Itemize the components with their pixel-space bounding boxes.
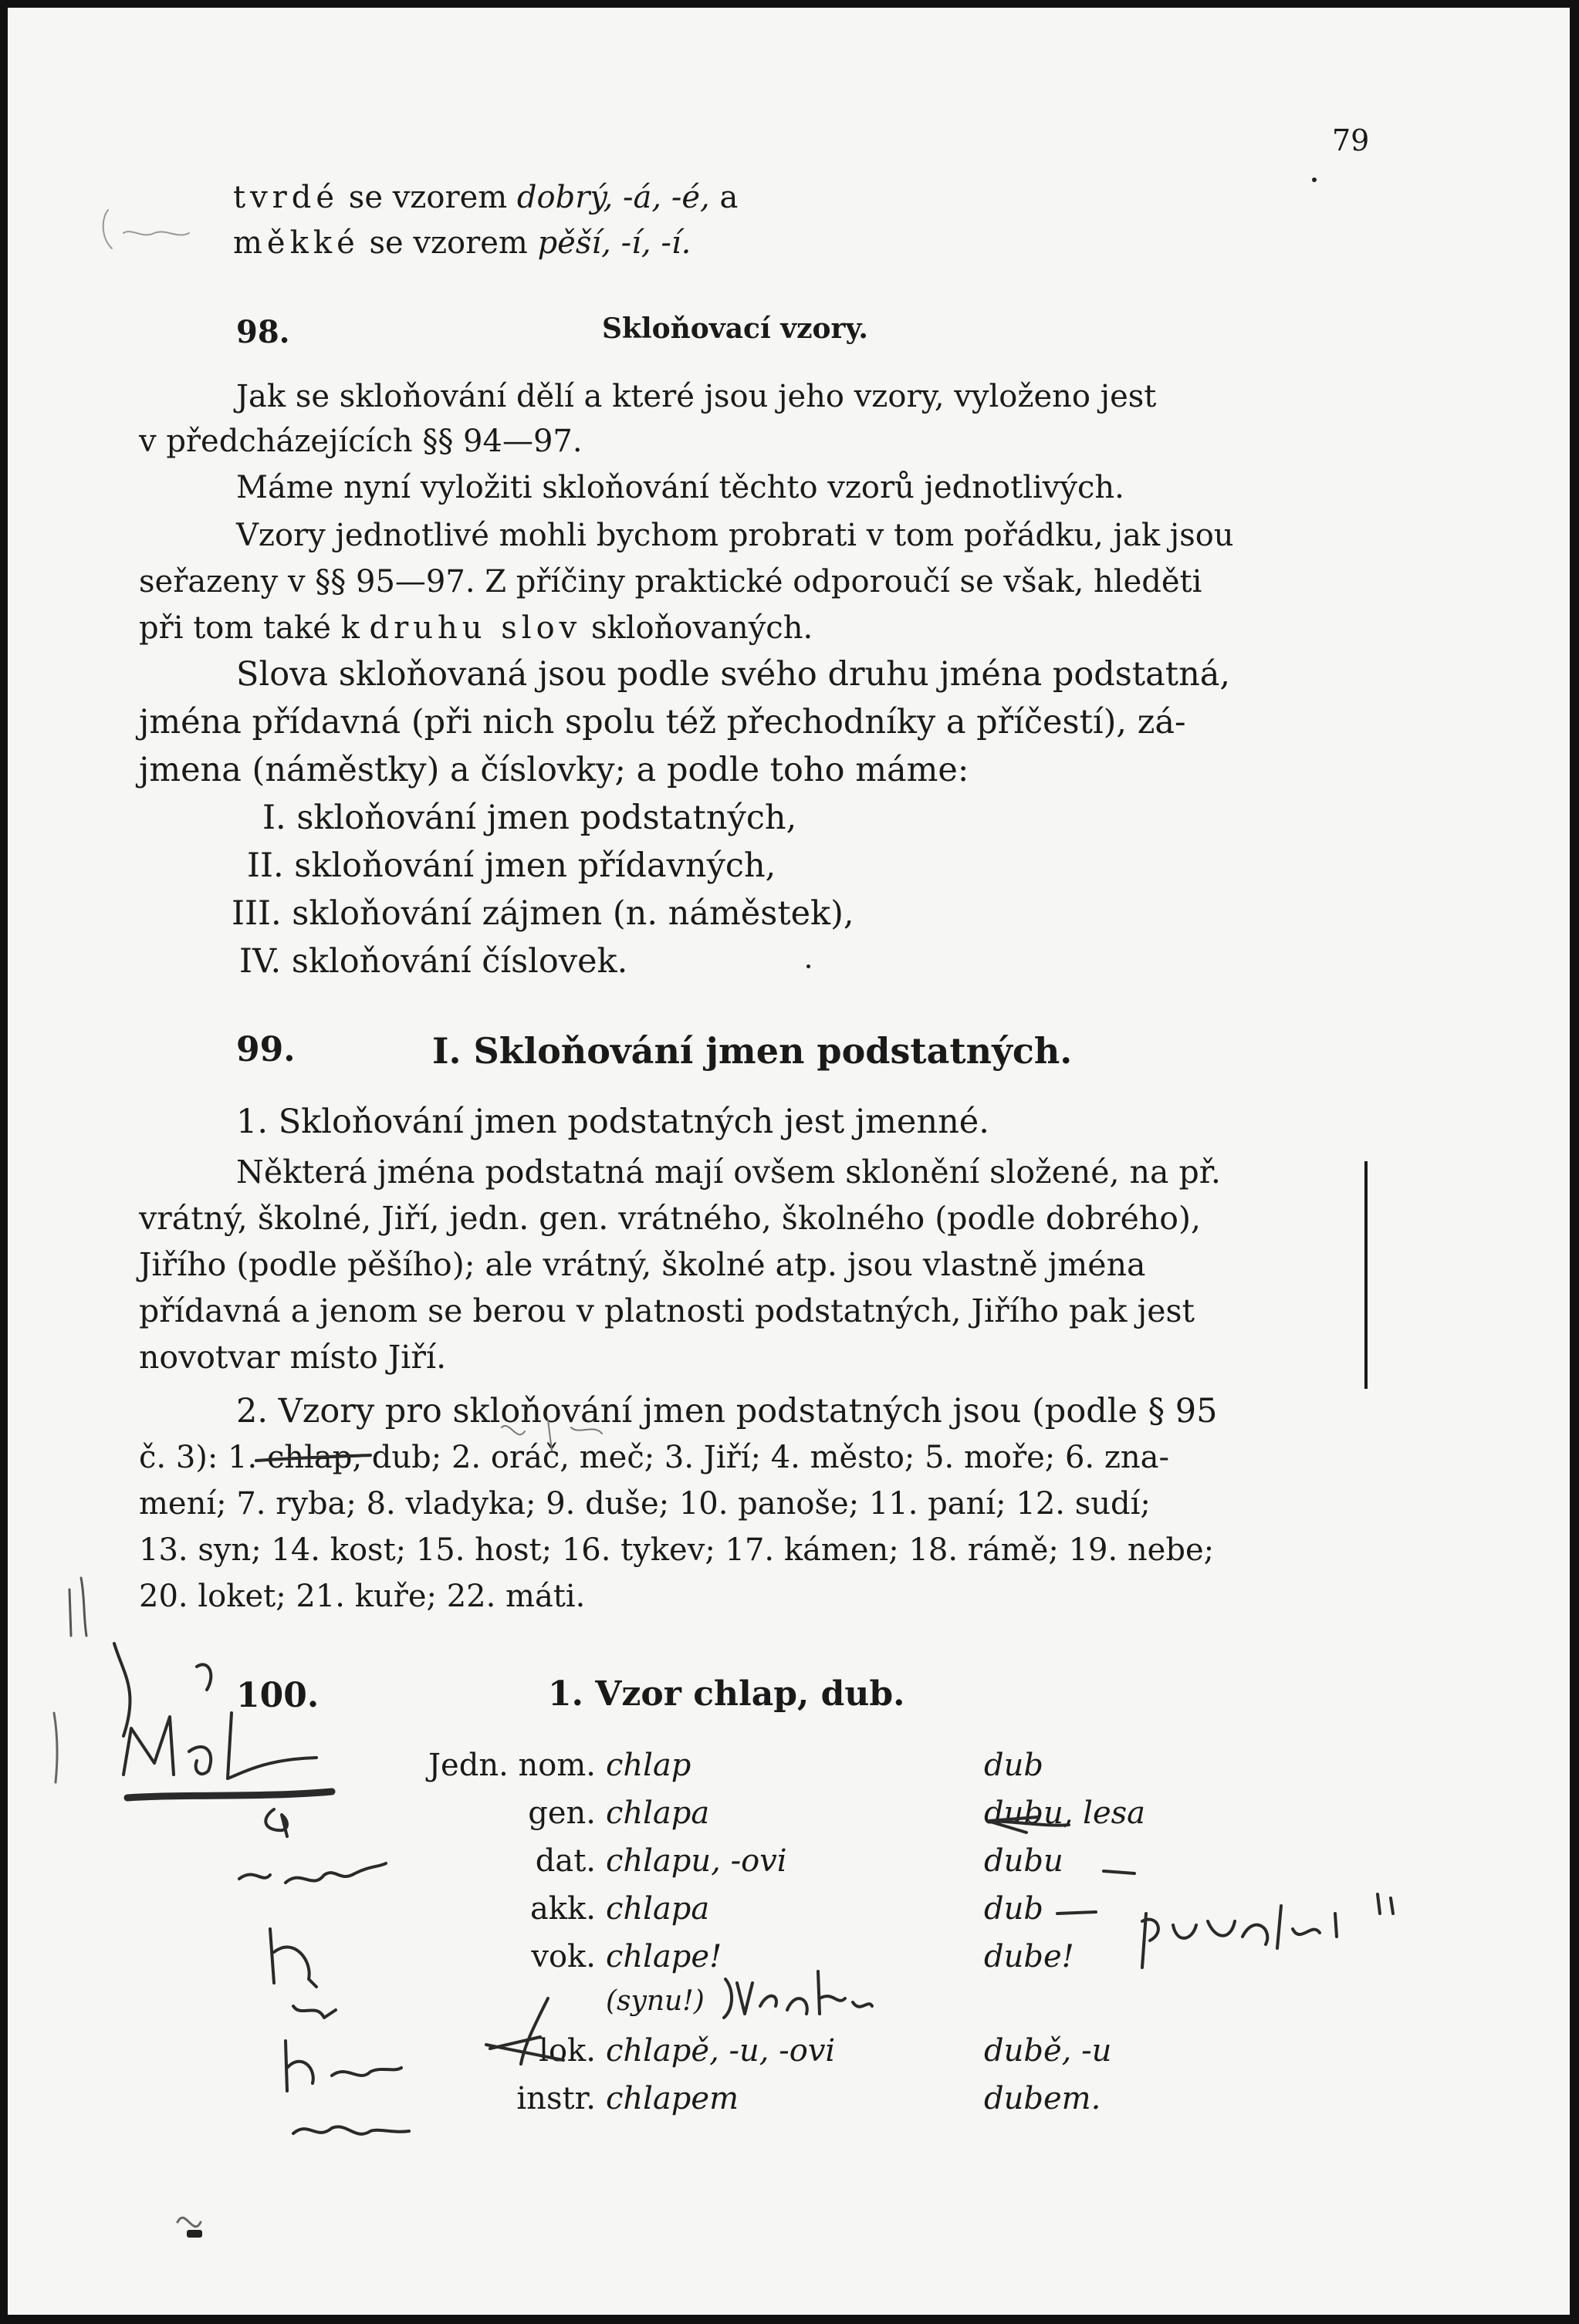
form-dub: dubě, -u [984,2033,1112,2069]
right-edge-tick [1391,1898,1393,1914]
text: se vzorem [339,180,517,215]
text: při tom také k [139,610,360,646]
form-chlap: chlapu, -ovi [606,1843,787,1879]
text-line: vrátný, školné, Jiří, jedn. gen. vrátného, školného (podle dobrého), [139,1200,1202,1237]
faint-pencil-note [502,1420,602,1451]
margin-u-ovi-2 [286,2041,401,2091]
text-line: mení; 7. ryba; 8. vladyka; 9. duše; 10. panoše; 11. paní; 12. sudí; [139,1486,1151,1522]
spaced-word: druhu slov [369,610,582,646]
form-dub: dube! [984,1939,1074,1974]
case-label: akk. [529,1891,596,1927]
margin-letter-a2 [270,1929,316,1987]
text-line: Slova skloňovaná jsou podle svého druhu jména podstatná, [236,655,1231,694]
text-line: Vzory jednotlivé mohli bychom probrati v tom pořádku, jak jsou [236,518,1234,553]
section-title-99: I. Skloňování jmen podstatných. [432,1030,1073,1072]
form-dub: dubu, lesa [984,1795,1146,1831]
form-chlap: chlape! [606,1939,722,1974]
form-chlap: chlapem [606,2081,739,2116]
akk-dash [1057,1912,1096,1914]
form-chlap: chlapa [606,1795,710,1831]
text-line: 13. syn; 14. kost; 15. host; 16. tykev; 17. kámen; 18. rámě; 19. nebe; [139,1532,1215,1568]
top-margin-note [103,210,189,248]
section-number-98: 98. [236,314,290,350]
text-line: jména přídavná (při nich spolu též přechodníky a příčestí), zá- [139,703,1186,741]
section-number-100: 100. [236,1676,320,1715]
form-dub: dub [984,1891,1043,1927]
text-line: Jak se skloňování dělí a které jsou jeho vzory, vyloženo jest [236,379,1157,414]
text-line: přídavná a jenom se berou v platnosti podstatných, Jiřího pak jest [139,1292,1195,1329]
form-chlap: chlapě, -u, -ovi [606,2033,836,2069]
paren-mark [724,1979,732,2018]
text-line: Máme nyní vyložiti skloňování těchto vzorů jednotlivých. [236,470,1124,505]
lok-arrow [486,1998,563,2064]
text-line: jmena (náměstky) a číslovky; a podle toho máme: [139,751,969,789]
text: se vzorem [359,225,538,261]
italic-text: dobrý, -á, -é, [516,180,710,215]
form-chlap: chlapa [606,1891,710,1927]
strikeout-mark [256,1455,370,1461]
text-line: 20. loket; 21. kuře; 22. máti. [139,1579,586,1614]
text: skloňovaných. [581,610,813,646]
list-item: III. skloňování zájmen (n. náměstek), [232,894,854,933]
handwritten-annotations [8,8,1570,2315]
dat-dash [1104,1871,1134,1873]
margin-letter-a [265,1809,287,1836]
form-dub: dubem. [984,2081,1101,2116]
margin-scribble [114,1643,211,1736]
text-line: 1. Skloňování jmen podstatných jest jmenné. [236,1103,989,1141]
italic-text: pěší, -í, -í. [537,225,691,261]
section-title-100: 1. Vzor chlap, dub. [548,1674,905,1714]
case-label: lok. [539,2033,596,2069]
section-title-98: Skloňovací vzory. [602,312,868,345]
section-number-99: 99. [236,1030,296,1069]
gen-arrow [988,1817,1069,1833]
text-line: Jiřího (podle pěšího); ale vrátný, školné atp. jsou vlastně jména [139,1246,1146,1283]
text: a [709,180,739,215]
form-dub: dub [984,1748,1043,1783]
list-item: I. skloňování jmen podstatných, [262,799,797,837]
text-line: 2. Vzory pro skloňování jmen podstatných jsou (podle § 95 [236,1392,1218,1431]
case-label: Jedn. nom. [428,1748,596,1783]
text-line: Některá jména podstatná mají ovšem sklonění složené, na př. [236,1154,1221,1191]
spaced-word: měkké [233,225,360,261]
form-chlap: chlap [606,1748,691,1783]
margin-vertical-lines [69,1578,86,1636]
puvodni-handwriting [1142,1894,1380,1968]
case-label: vok. [531,1939,596,1974]
case-label: instr. [516,2081,596,2116]
vrahu-handwriting [737,1971,872,2014]
spaced-word: tvrdé [233,180,340,215]
margin-em [293,2126,409,2133]
text-line: v předcházejících §§ 94—97. [139,424,583,459]
book-page [8,8,1570,2315]
form-dub: dubu [984,1843,1063,1879]
margin-u-ovi [239,1863,386,1883]
mal-handwriting [123,1713,316,1778]
text-line: seřazeny v §§ 95—97. Z příčiny praktické odporoučí se však, hleděti [139,564,1202,600]
text-line: novotvar místo Jiří. [139,1339,447,1376]
list-item: IV. skloňování číslovek. [239,942,628,981]
margin-stray-marks [54,1713,201,2227]
case-label: gen. [528,1795,596,1831]
margin-letter-u [293,2006,336,2018]
page-number: 79 [1332,123,1370,157]
form-chlap: (synu!) [606,1985,705,2017]
text-line: č. 3): 1. chlap, dub; 2. oráč, meč; 3. Jiří; 4. město; 5. moře; 6. zna- [139,1440,1170,1475]
underline-stroke [127,1792,332,1798]
case-label: dat. [535,1843,596,1879]
list-item: II. skloňování jmen přídavných, [247,846,776,885]
